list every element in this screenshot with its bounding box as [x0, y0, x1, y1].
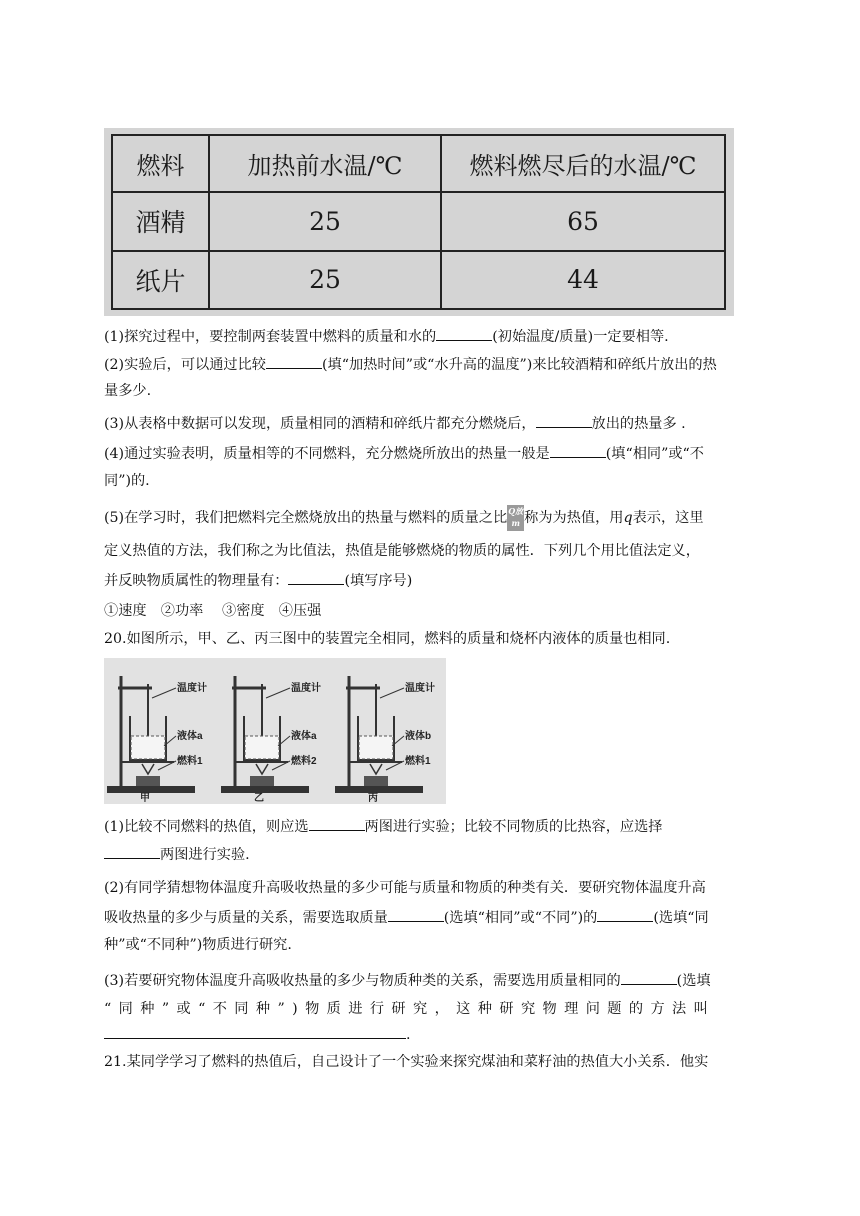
table-cell: 25 — [209, 192, 441, 250]
answer-blank — [536, 412, 592, 428]
q19-part2-cont: 量多少. — [104, 383, 152, 399]
table-header-cell: 燃料 — [112, 135, 209, 192]
q20-stem: 20.如图所示，甲、乙、丙三图中的装置完全相同，燃料的质量和烧杯内液体的质量也相同. — [104, 631, 671, 647]
table-header-row — [112, 135, 725, 192]
q20-part2-cont: 吸收热量的多少与质量的关系，需要选取质量 (选填“相同”或“不同”)的 (选填“同 — [104, 906, 709, 929]
heat-value-fraction: Q放 m — [507, 505, 524, 531]
q19-part5: (5)在学习时，我们把燃料完全燃烧放出的热量与燃料的质量之比Q放 m 称为为热值，用q表示，这里 — [104, 505, 704, 531]
answer-blank — [388, 906, 444, 922]
table-row — [112, 192, 725, 250]
q20-part3-cont2: . — [104, 1023, 411, 1046]
label-thermometer: 温度计 — [177, 683, 207, 694]
q20-part1-cont: 两图进行实验. — [104, 843, 250, 866]
apparatus-panel-bing — [335, 676, 435, 804]
q20-part3-cont: “同种”或“不同种”)物质进行研究，这种研究物理问题的方法叫 — [104, 1001, 716, 1017]
q20-part2: (2)有同学猜想物体温度升高吸收热量的多少可能与质量和物质的种类有关．要研究物体温度升高 — [104, 880, 706, 896]
answer-blank — [288, 569, 344, 585]
q20-part3: (3)若要研究物体温度升高吸收热量的多少与物质种类的关系，需要选用质量相同的 (选填 — [104, 969, 711, 992]
q21-stem: 21.某同学学习了燃料的热值后，自己设计了一个实验来探究煤油和菜籽油的热值大小关系．他实 — [104, 1054, 709, 1070]
q20-part2-cont2: 种”或“不同种”)物质进行研究. — [104, 937, 292, 953]
label-liquid: 液体a — [177, 731, 203, 742]
caption-jia: 甲 — [140, 793, 150, 804]
q19-part4-cont: 同”)的. — [104, 473, 150, 489]
label-fuel: 燃料1 — [405, 756, 431, 767]
q19-part1: (1)探究过程中，要控制两套装置中燃料的质量和水的 (初始温度/质量)一定要相等. — [104, 325, 669, 348]
table-header-cell: 加热前水温/℃ — [209, 135, 441, 192]
heating-apparatus-figure — [104, 658, 446, 804]
label-fuel: 燃料1 — [177, 756, 203, 767]
q19-part5-cont2: 并反映物质属性的物理量有： (填写序号) — [104, 569, 412, 592]
table-cell: 纸片 — [112, 251, 209, 310]
label-liquid: 液体a — [291, 731, 317, 742]
label-liquid: 液体b — [405, 731, 432, 742]
apparatus-panel-jia — [107, 676, 207, 804]
apparatus-panel-yi — [221, 676, 321, 804]
q19-part4: (4)通过实验表明，质量相等的不同燃料，充分燃烧所放出的热量一般是 (填“相同”或“不 — [104, 442, 704, 465]
label-thermometer: 温度计 — [291, 683, 321, 694]
table-cell: 44 — [441, 251, 725, 310]
table-header-cell: 燃料燃尽后的水温/℃ — [441, 135, 725, 192]
table-cell: 酒精 — [112, 192, 209, 250]
q19-part5-cont: 定义热值的方法，我们称之为比值法，热值是能够燃烧的物质的属性．下列几个用比值法定义， — [104, 543, 700, 559]
q20-part1: (1)比较不同燃料的热值，则应选 两图进行实验；比较不同物质的比热容，应选择 — [104, 815, 663, 838]
label-thermometer: 温度计 — [405, 683, 435, 694]
label-fuel: 燃料2 — [291, 756, 317, 767]
table-cell: 25 — [209, 251, 441, 310]
q19-part3: (3)从表格中数据可以发现，质量相同的酒精和碎纸片都充分燃烧后， 放出的热量多 . — [104, 412, 686, 435]
answer-blank — [104, 1023, 406, 1039]
answer-blank — [550, 442, 606, 458]
answer-blank — [621, 969, 677, 985]
caption-bing: 丙 — [368, 793, 378, 804]
answer-blank — [597, 906, 653, 922]
answer-blank — [266, 353, 322, 369]
caption-yi: 乙 — [254, 793, 264, 804]
q19-options: ①速度 ②功率 ③密度 ④压强 — [104, 603, 322, 619]
fuel-data-table — [104, 128, 734, 316]
answer-blank — [436, 325, 492, 341]
q19-part2: (2)实验后，可以通过比较 (填“加热时间”或“水升高的温度”)来比较酒精和碎纸片放出的热 — [104, 353, 717, 376]
table-cell: 65 — [441, 192, 725, 250]
table-row — [112, 251, 725, 310]
answer-blank — [309, 815, 365, 831]
answer-blank — [104, 843, 160, 859]
